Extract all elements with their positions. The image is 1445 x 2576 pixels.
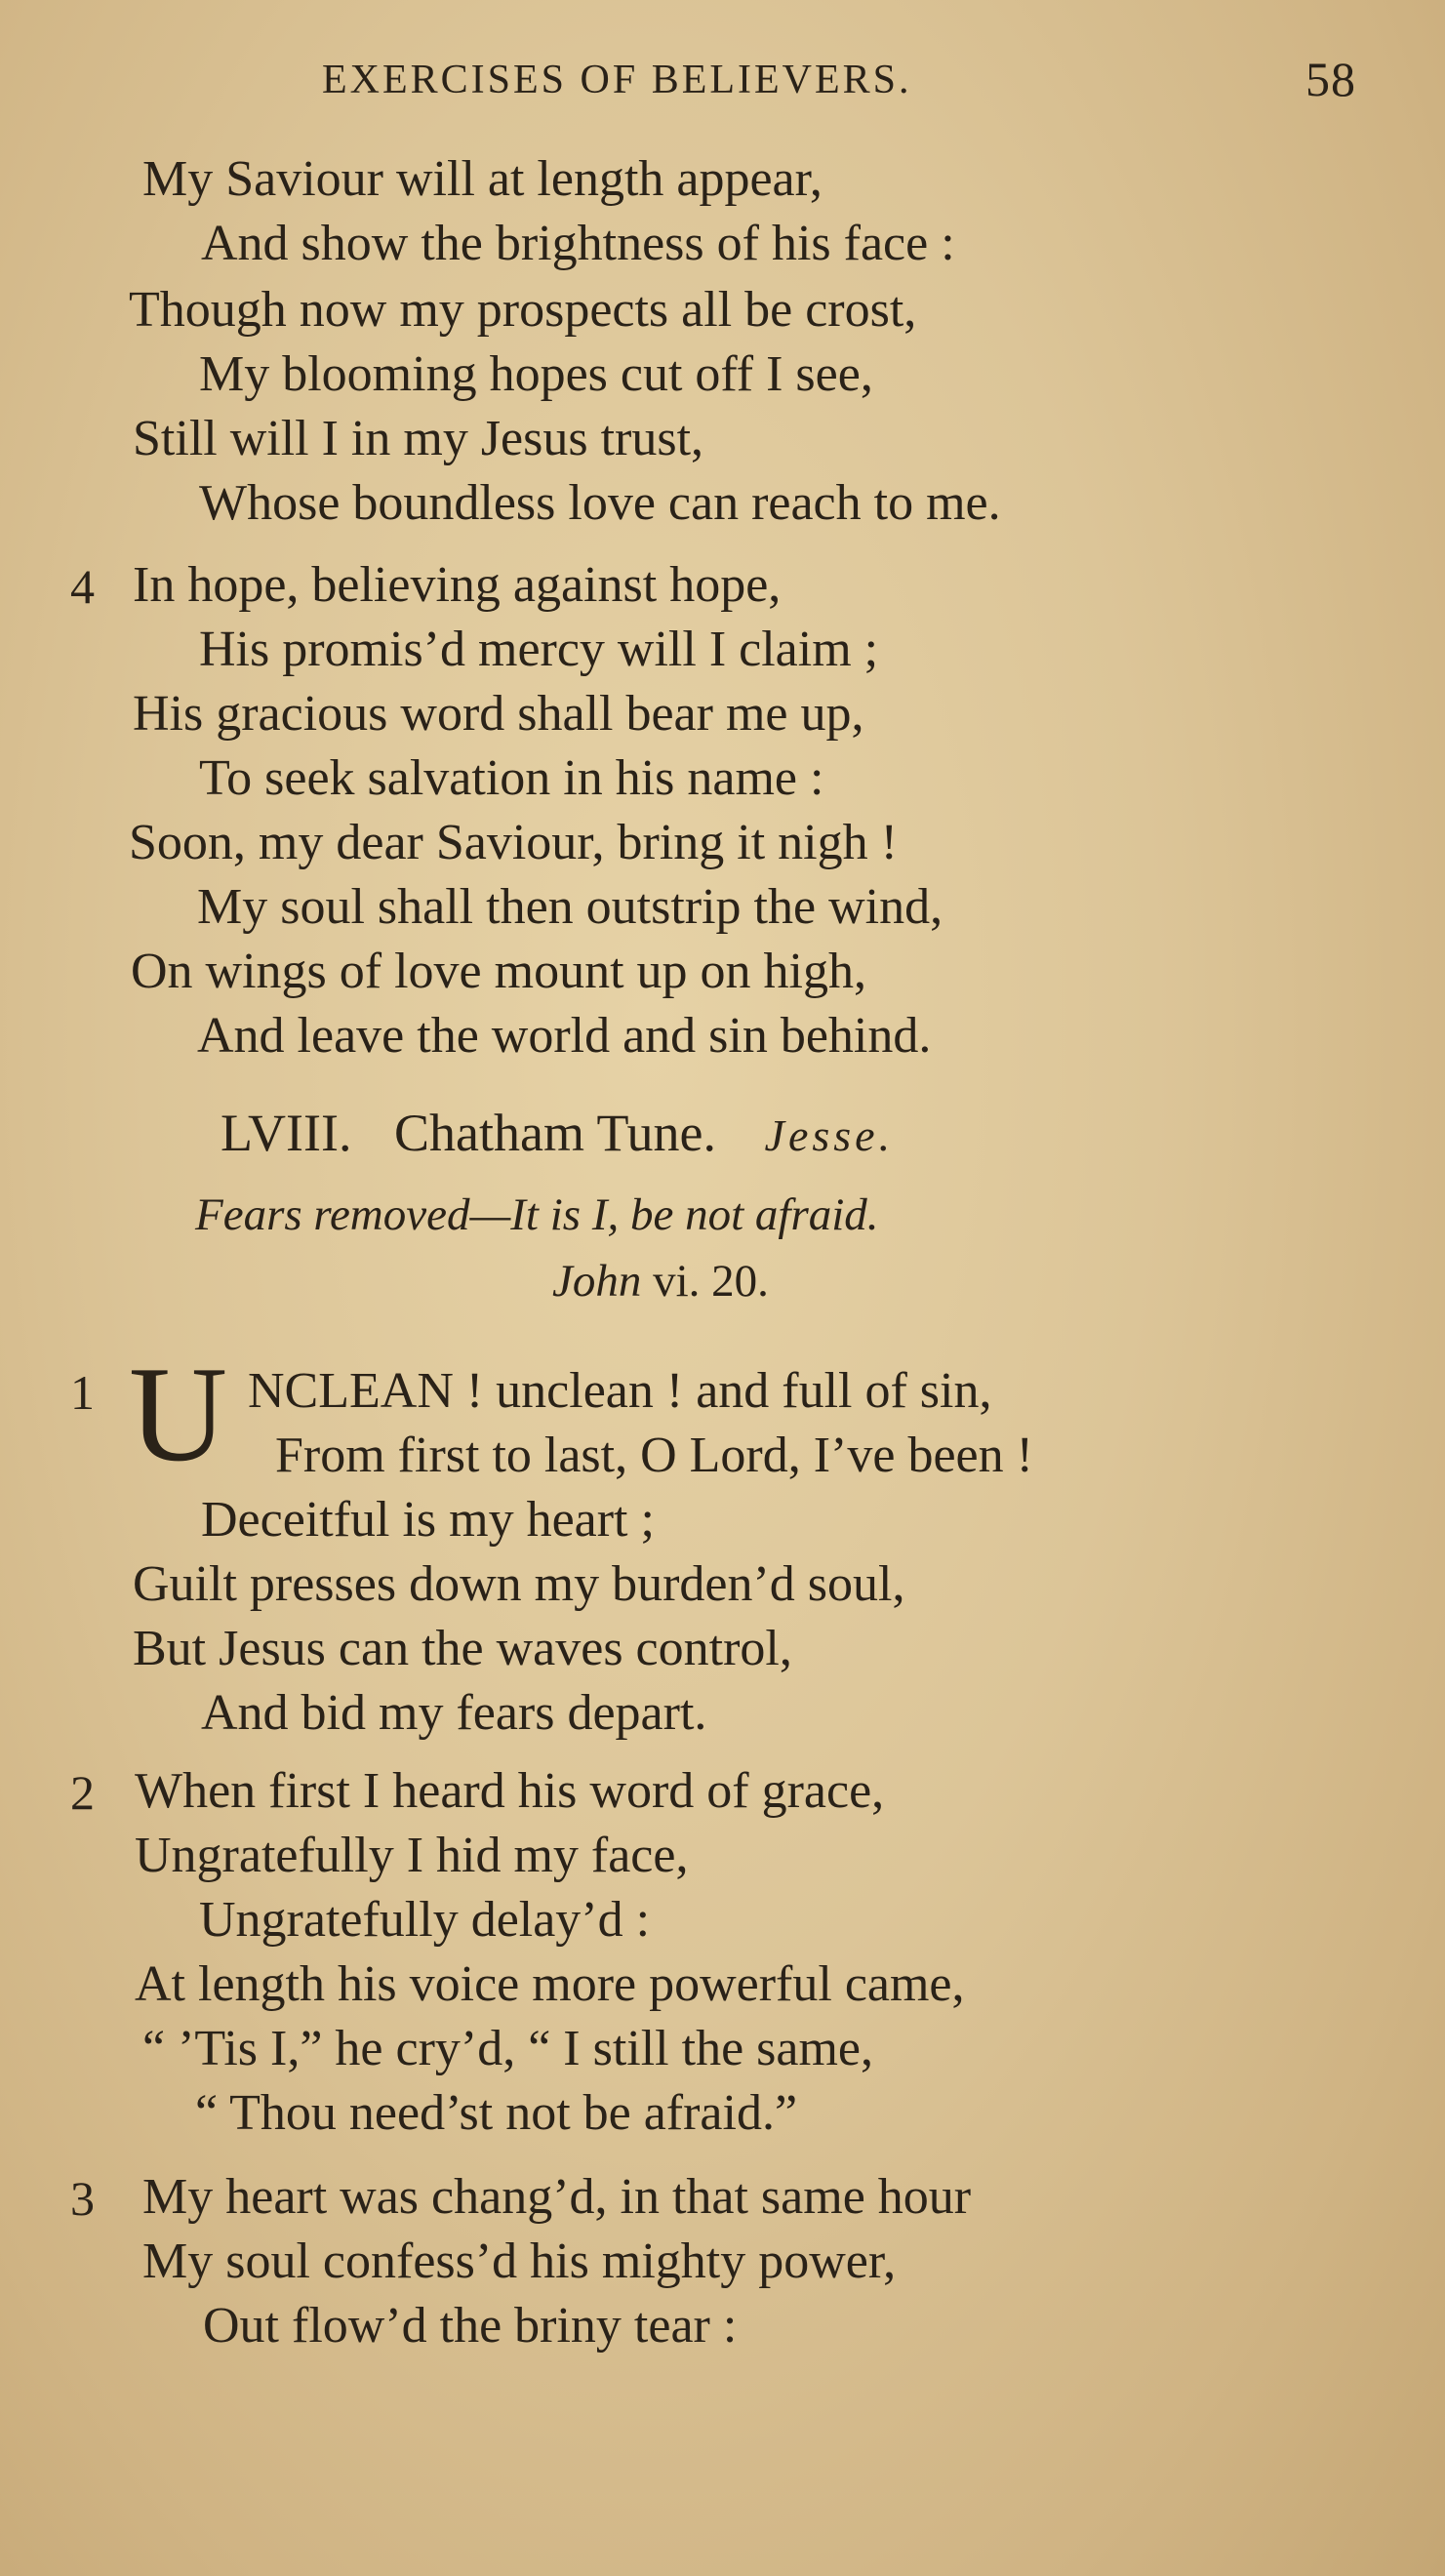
verse-line: His promis’d mercy will I claim ; [199,622,879,677]
hymn-author: Jesse. [764,1110,895,1160]
hymn-number: LVIII. [221,1104,352,1162]
page-header [322,52,1356,115]
verse-line: “ Thou need’st not be afraid.” [195,2085,798,2141]
reference-verse: vi. 20. [653,1256,769,1307]
reference-book: John [552,1256,642,1307]
verse-line: His gracious word shall bear me up, [133,686,864,742]
verse-line: Deceitful is my heart ; [201,1492,655,1548]
verse-line: On wings of love mount up on high, [131,944,866,999]
verse-line: Whose boundless love can reach to me. [199,475,1001,531]
verse-line: My blooming hopes cut off I see, [199,346,873,402]
verse-line: My soul confess’d his mighty power, [142,2234,897,2289]
verse-line: Still will I in my Jesus trust, [133,411,704,466]
verse-line: But Jesus can the waves control, [133,1621,792,1676]
verse-line: Ungratefully delay’d : [199,1892,651,1948]
hymn-subject: Fears removed—It is I, be not afraid. [195,1189,879,1240]
verse-line: And show the brightness of his face : [201,216,955,271]
verse-line: To seek salvation in his name : [199,750,824,806]
scripture-reference [552,1256,769,1307]
verse-line: Soon, my dear Saviour, bring it nigh ! [129,815,898,870]
verse-line: Though now my prospects all be crost, [129,282,917,338]
verse-line: From first to last, O Lord, I’ve been ! [275,1428,1033,1483]
verse-line: Guilt presses down my burden’d soul, [133,1556,905,1612]
verse-line: When first I heard his word of grace, [135,1763,885,1819]
verse-line: “ ’Tis I,” he cry’d, “ I still the same, [142,2021,873,2076]
verse-line: NCLEAN ! unclean ! and full of sin, [248,1363,992,1419]
verse-line: Out flow’d the briny tear : [203,2298,738,2354]
verse-line: And leave the world and sin behind. [197,1008,932,1064]
verse-line: And bid my fears depart. [201,1685,707,1741]
tune-name: Chatham Tune. [393,1104,717,1162]
drop-cap: U [129,1339,228,1490]
verse-line: Ungratefully I hid my face, [135,1828,689,1883]
verse-line: My heart was chang’d, in that same hour [142,2169,972,2225]
verse-number: 3 [70,2171,95,2226]
page-number: 58 [1305,52,1356,106]
running-title: EXERCISES OF BELIEVERS. [322,58,912,102]
hymn-heading [221,1103,894,1163]
verse-line: My soul shall then outstrip the wind, [197,879,943,935]
verse-line: At length his voice more powerful came, [135,1956,965,2012]
verse-line: In hope, believing against hope, [133,557,782,613]
verse-number: 2 [70,1765,95,1820]
verse-number: 1 [70,1365,95,1420]
verse-line: My Saviour will at length appear, [142,151,823,207]
verse-number: 4 [70,559,95,614]
